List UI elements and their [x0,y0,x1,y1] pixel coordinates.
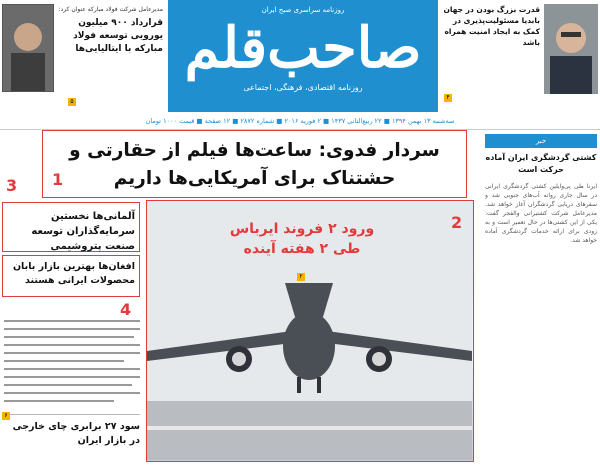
dateline: سه‌شنبه ۱۳ بهمن ۱۳۹۴ ■ ۲۲ ربیع‌الثانی ۱۴۳۷ ■ ۲ فوریه ۲۰۱۶ ■ شماره ۲۸۷۲ ■ ۱۲ صفحه ■ قیمت ۱۰۰۰ تومان [145,117,455,125]
annotation-number-2: 2 [451,213,463,232]
right-teaser-headline: قدرت بزرگ بودن در جهان بابدیا مسئولیت‌پذیری در کمک به ایجاد امنیت همراه باشد [443,5,540,47]
page-badge: ۴ [444,94,452,102]
annotation-number-4: 4 [120,300,132,319]
right-teaser[interactable] [442,4,540,64]
sidebar-headline[interactable]: کشتی گردشگری ایران آماده حرکت است [485,153,597,174]
masthead-top-label: روزنامه سراسری صبح ایران [261,6,345,14]
photo-story-headline-line2: طی ۲ هفته آینده [243,241,361,257]
page-badge: ۶ [2,412,10,420]
executive-photo [2,4,54,92]
sidebar-section-header: خبر [485,134,597,148]
right-teaser-text [442,64,540,106]
divider [2,414,140,415]
newspaper-logo: صاحب‌قلم [184,15,422,81]
main-headline[interactable]: سردار فدوی: ساعت‌ها فیلم از حقارتی و حشتناک برای آمریکایی‌ها داریم [69,140,440,189]
bottom-left-story[interactable] [2,412,140,460]
left-story-2[interactable] [2,255,140,297]
left-teaser[interactable] [58,6,163,106]
page-badge: ۵ [68,98,76,106]
bottom-left-headline: سود ۲۷ برابری چای خارجی در بازار ایران [12,421,140,446]
page-badge: ۲ [297,273,305,281]
masthead-subtitle: روزنامه اقتصادی، فرهنگی، اجتماعی [243,83,363,92]
photo-story-box[interactable] [146,200,474,462]
sidebar-body: ایرنا طی پی‌وایلین کشتی گردشگری ایرانی در سال جاری روانه آب‌های جنوبی شد و سفرهای دریایی گردشگران آغاز خواهد شد. مدیرعامل شرکت کشتیرانی والفجر گفت: یکی از این کشتی‌ها در حال تعمیر است و به زودی برای ارائه خدمات گردشگری آماده خواهد شد. [485,183,597,244]
annotation-number-3: 3 [6,176,18,195]
left-story-1[interactable] [2,202,140,252]
left-story-1-headline: آلمانی‌ها نخستین سرمایه‌گذاران توسعه صنعت پتروشیمی [31,211,135,252]
photo-story-headline [207,219,397,259]
diplomat-photo [544,4,598,94]
left-story-2-headline: افغان‌ها بهترین بازار بابان محصولات ایرانی هستند [12,261,135,286]
left-teaser-headline: قرارداد ۹۰۰ میلیون یورویی توسعه فولاد مبارکه با ایتالیایی‌ها [73,18,163,54]
masthead [168,0,438,112]
left-story-body [4,318,140,410]
annotation-number-1: 1 [52,170,64,189]
photo-story-headline-line1: ورود ۲ فروند ایرباس [229,221,375,237]
main-headline-box [42,130,467,198]
left-teaser-kicker: مدیرعامل شرکت فولاد مبارکه عنوان کرد: [58,6,163,13]
